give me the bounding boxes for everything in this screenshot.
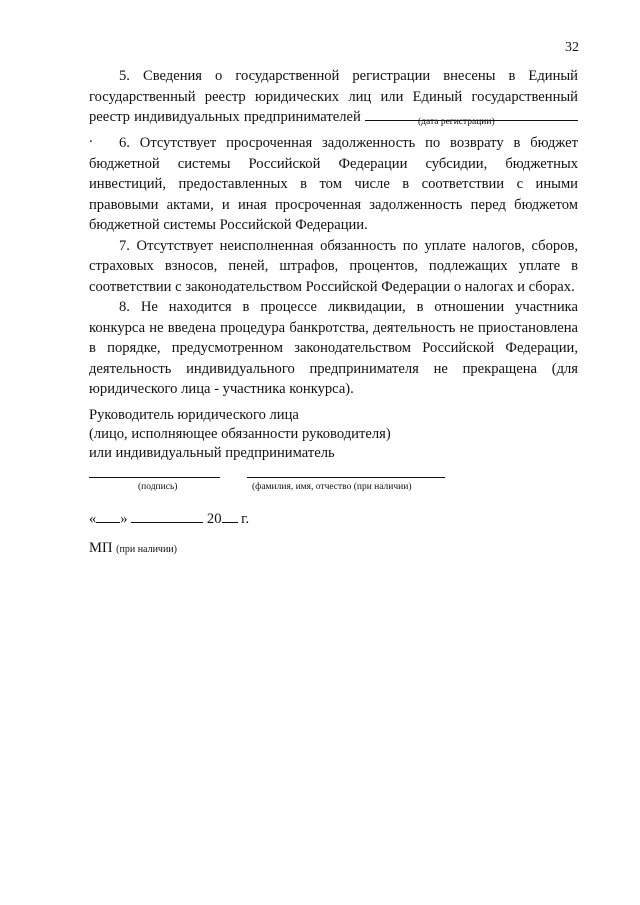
item-8: 8. Не находится в процессе ликвидации, в отношении участника конкурса не введена процедура банкротства, деятельность не приостановлена в порядке, предусмотренном законодательством Российской Федерации, деятельность индивидуального предпринимателя не прекращена (для юридического лица - участника конкурса). [89,299,578,397]
signature-caption: (подпись) [138,482,178,492]
day-blank [96,522,120,523]
year-prefix: 20 [206,511,222,527]
name-line [247,477,445,478]
item-6: 6. Отсутствует просроченная задолженность по возврату в бюджет бюджетной системы Российской Федерации субсидии, бюджетных инвестиций, предоставленных в том числе в соответствии с иными правовыми актами, и иная просроченная задолженность перед бюджетом бюджетной системы Российской Федерации. [89,135,578,233]
page-number: 32 [565,40,579,55]
signature-line [89,477,220,478]
month-blank [131,522,203,523]
date-close-quote: » [120,511,128,527]
seal-line [89,538,177,560]
year-suffix: г. [241,511,250,527]
signatory-line-1: Руководитель юридического лица [89,407,299,423]
signatory-line-3: или индивидуальный предприниматель [89,445,335,461]
year-blank [222,522,238,523]
date-open-quote: « [89,511,97,527]
item-7: 7. Отсутствует неисполненная обязанность по уплате налогов, сборов, страховых взносов, пеней, штрафов, процентов, подлежащих уплате в соответствии с законодательством Российской Федерации о налогах и сборах. [89,237,578,295]
item-5-end: . [89,129,93,146]
seal-note: (при наличии) [116,544,177,555]
signatory-line-2: (лицо, исполняющее обязанности руководителя) [89,426,391,442]
registration-date-caption: (дата регистрации) [418,117,495,127]
date-line [89,509,249,529]
item-5-text: 5. Сведения о государственной регистрации внесены в Единый государственный реестр юридических лиц или Единый государственный реестр индивидуальных предпринимателей [89,68,578,125]
name-caption: (фамилия, имя, отчество (при наличии) [252,482,412,492]
seal-label: МП [89,540,113,556]
items-6-8 [89,133,578,400]
